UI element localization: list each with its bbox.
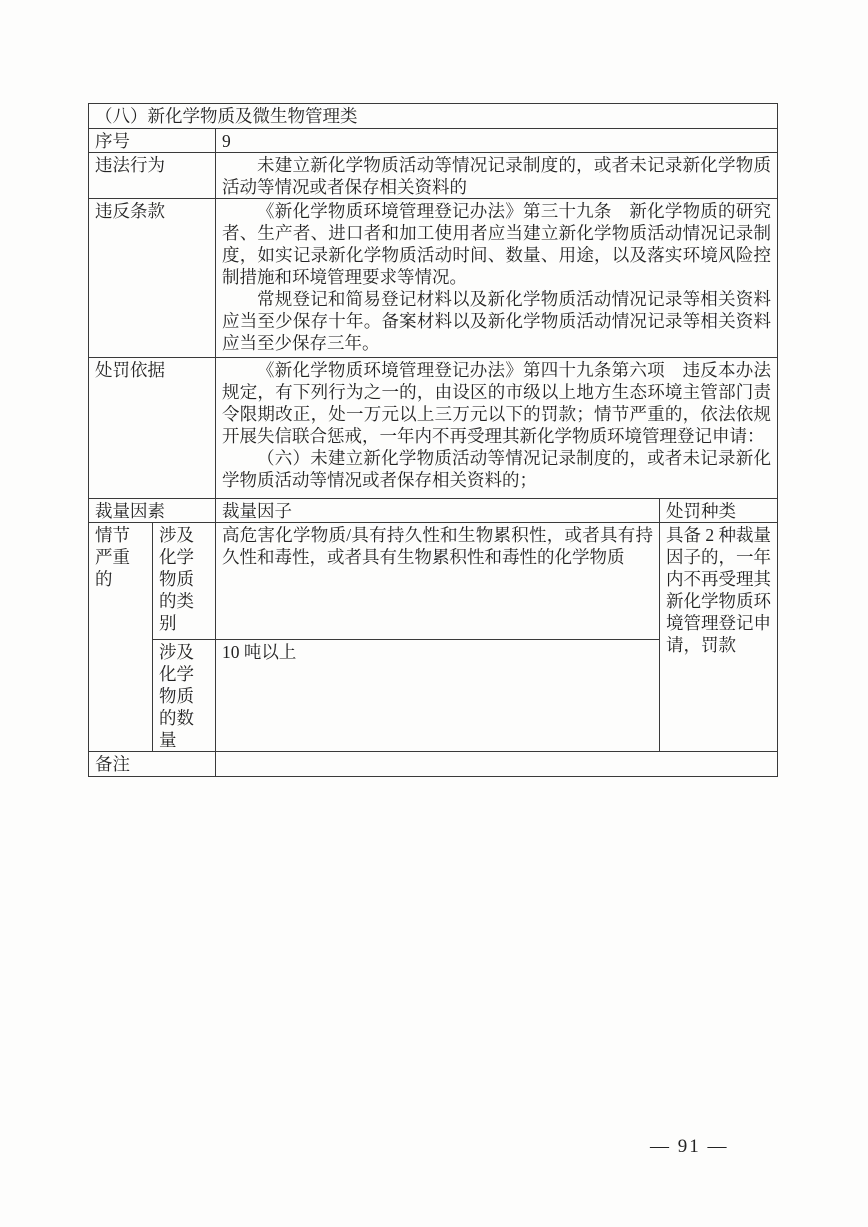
serial-label: 序号 <box>89 129 216 153</box>
penalty-types-cell <box>660 523 778 752</box>
clause-paragraph-2: 常规登记和简易登记材料以及新化学物质活动情况记录等相关资料应当至少保存十年。备案材料以及新化学物质活动情况记录等相关资料应当至少保存三年。 <box>222 289 771 353</box>
penalty-basis-text-cell <box>216 358 778 499</box>
penalty-types-text: 具备 2 种裁量因子的，一年内不再受理其新化学物质环境管理登记申请，罚款 <box>666 525 771 655</box>
remark-row <box>89 752 778 777</box>
clause-text-cell <box>216 199 778 358</box>
factor-value-quantity-cell <box>216 640 660 752</box>
violation-text-cell <box>216 153 778 199</box>
factor-value-category: 高危害化学物质/具有持久性和生物累积性，或者具有持久性和毒性，或者具有生物累积性和毒性的化学物质 <box>222 525 653 567</box>
violation-row <box>89 153 778 199</box>
penalty-basis-row <box>89 358 778 499</box>
clause-paragraph-1: 《新化学物质环境管理登记办法》第三十九条 新化学物质的研究者、生产者、进口者和加工使用者应当建立新化学物质活动情况记录制度，如实记录新化学物质活动时间、数量、用途，以及落实环境风险控制措施和环境管理要求等情况。 <box>222 201 771 287</box>
factor-header: 裁量因子 <box>216 499 660 523</box>
factor-value-category-cell <box>216 523 660 640</box>
serial-row <box>89 129 778 153</box>
factor-name-quantity: 涉及化学物质的数量 <box>153 640 216 752</box>
clause-label: 违反条款 <box>89 199 216 358</box>
penalty-type-header: 处罚种类 <box>660 499 778 523</box>
page-number: — 91 — <box>650 1136 729 1157</box>
factor-name-category: 涉及化学物质的类别 <box>153 523 216 640</box>
penalty-basis-label: 处罚依据 <box>89 358 216 499</box>
penalty-discretion-table <box>88 103 778 777</box>
clause-row <box>89 199 778 358</box>
serial-value: 9 <box>216 129 778 153</box>
violation-text: 未建立新化学物质活动等情况记录制度的，或者未记录新化学物质活动等情况或者保存相关资料的 <box>222 155 771 197</box>
factor-group-header: 裁量因素 <box>89 499 216 523</box>
factor-row-category <box>89 523 778 640</box>
penalty-basis-paragraph-2: （六）未建立新化学物质活动等情况记录制度的，或者未记录新化学物质活动等情况或者保存相关资料的； <box>222 448 771 490</box>
factor-value-quantity: 10 吨以上 <box>222 642 297 662</box>
severe-label: 情节严重的 <box>89 523 153 752</box>
violation-label: 违法行为 <box>89 153 216 199</box>
remark-value <box>216 752 778 777</box>
section-title-row <box>89 104 778 129</box>
factor-header-row <box>89 499 778 523</box>
remark-label: 备注 <box>89 752 216 777</box>
penalty-basis-paragraph-1: 《新化学物质环境管理登记办法》第四十九条第六项 违反本办法规定，有下列行为之一的，由设区的市级以上地方生态环境主管部门责令限期改正，处一万元以上三万元以下的罚款；情节严重的，依法依规开展失信联合惩戒，一年内不再受理其新化学物质环境管理登记申请： <box>222 360 771 446</box>
section-title: （八）新化学物质及微生物管理类 <box>89 104 778 129</box>
